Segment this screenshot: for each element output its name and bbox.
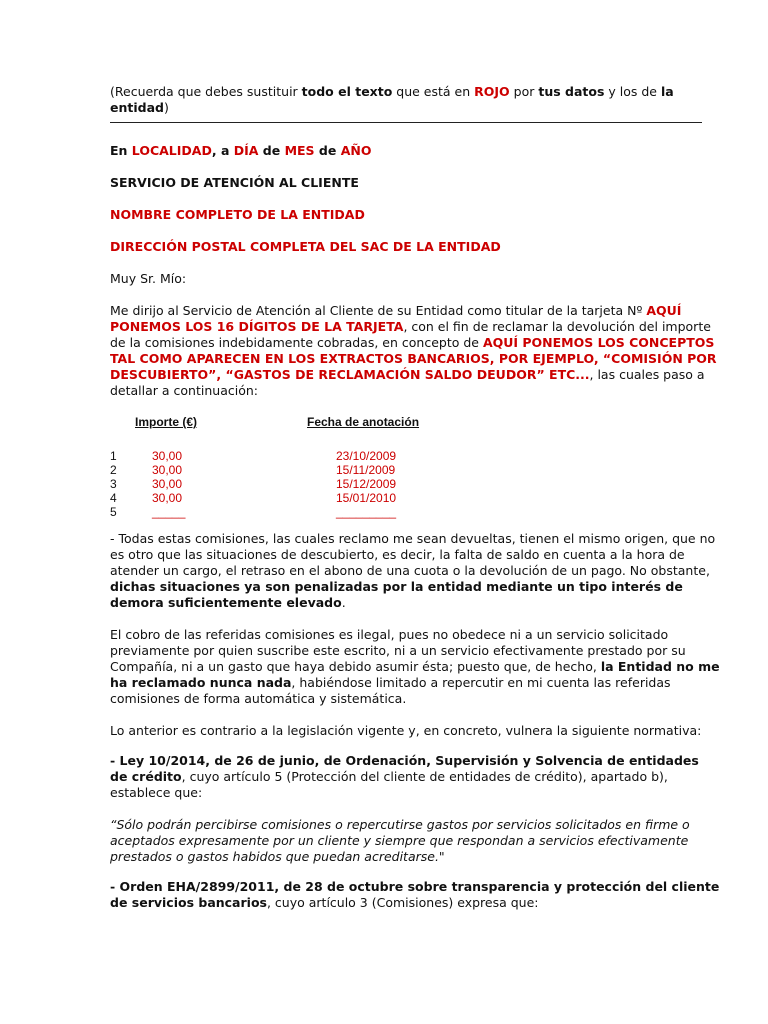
para-text: , cuyo artículo 5 (Protección del cliente de entidades de crédito), apartado b), establece que:	[110, 769, 668, 800]
intro-note	[110, 84, 720, 116]
row-importe: _____	[152, 505, 186, 519]
paragraph-illegal	[110, 627, 720, 707]
row-number: 1	[110, 449, 117, 463]
intro-bold-2: tus datos	[538, 84, 605, 99]
recipient-entity-name: NOMBRE COMPLETO DE LA ENTIDAD	[110, 207, 365, 222]
para-bold: dichas situaciones ya son penalizadas por la entidad mediante un tipo interés de demora suficientemente elevado	[110, 579, 683, 610]
concepts-placeholder: AQUÍ PONEMOS LOS CONCEPTOS TAL COMO APARECEN EN LOS EXTRACTOS BANCARIOS, POR EJEMPLO, “COMISIÓN POR DESCUBIERTO”, “GASTOS DE RECLAMACIÓN SALDO DEUDOR” ETC...	[110, 335, 717, 382]
row-importe: 30,00	[152, 491, 183, 505]
column-header-importe: Importe (€)	[135, 415, 198, 429]
row-importe: 30,00	[152, 477, 183, 491]
intro-bold-3: la entidad	[110, 84, 674, 115]
para-text: , las cuales paso a detallar a continuación:	[110, 367, 705, 398]
table-row	[110, 449, 720, 463]
row-number: 4	[110, 491, 117, 505]
row-fecha: 15/12/2009	[336, 477, 397, 491]
column-header-fecha: Fecha de anotación	[307, 415, 420, 429]
row-fecha: 15/11/2009	[336, 463, 396, 477]
commissions-table	[110, 415, 720, 519]
place-text: de	[258, 143, 285, 158]
table-header	[110, 415, 720, 433]
row-importe: 30,00	[152, 463, 183, 477]
paragraph-legislation: Lo anterior es contrario a la legislación vigente y, en concreto, vulnera la siguiente normativa:	[110, 723, 702, 738]
place-anio: AÑO	[340, 143, 372, 158]
recipient-service: SERVICIO DE ATENCIÓN AL CLIENTE	[110, 175, 359, 190]
law-title: - Ley 10/2014, de 26 de junio, de Ordenación, Supervisión y Solvencia de entidades de crédito	[110, 753, 699, 784]
intro-text: que está en	[392, 84, 475, 99]
intro-text: (Recuerda que debes sustituir	[110, 84, 302, 99]
row-fecha: 15/01/2010	[336, 491, 397, 505]
intro-red-word: ROJO	[474, 84, 510, 99]
para-text: - Todas estas comisiones, las cuales reclamo me sean devueltas, tienen el mismo origen, que no es otro que las situaciones de descubierto, es decir, la falta de saldo en cuenta a la hora de atender un cargo, el retraso en el abono de una cuota o la devolución de un pago. No obstante,	[110, 531, 716, 578]
place-text: de	[314, 143, 341, 158]
paragraph-ley	[110, 753, 720, 801]
row-number: 5	[110, 505, 117, 519]
table-row	[110, 477, 720, 491]
para-text: , habiéndose limitado a repercutir en mi cuenta las referidas comisiones de forma automática y sistemática.	[110, 675, 671, 706]
para-text: , con el fin de reclamar la devolución del importe de la comisiones indebidamente cobradas, en concepto de	[110, 319, 711, 350]
law-quote: “Sólo podrán percibirse comisiones o repercutirse gastos por servicios solicitados en firme o aceptados expresamente por un cliente y siempre que respondan a servicios efectivamente prestados o gastos habidos que puedan acreditarse."	[110, 817, 690, 864]
intro-text: por	[509, 84, 539, 99]
paragraph-claim	[110, 303, 720, 399]
intro-text: )	[163, 100, 169, 115]
row-number: 3	[110, 477, 117, 491]
separator-line	[110, 122, 702, 123]
place-mes: MES	[284, 143, 315, 158]
place-localidad: LOCALIDAD	[131, 143, 212, 158]
para-bold: la Entidad no me ha reclamado nunca nada	[110, 659, 720, 690]
intro-bold-1: todo el texto	[301, 84, 393, 99]
para-text: El cobro de las referidas comisiones es ilegal, pues no obedece ni a un servicio solicitado previamente por quien suscribe este escrito, ni a un servicio efectivamente prestado por su Compañía, ni a un gasto que haya debido asumir ésta; puesto que, de hecho,	[110, 627, 686, 674]
paragraph-origin	[110, 531, 720, 611]
recipient-entity-address: DIRECCIÓN POSTAL COMPLETA DEL SAC DE LA ENTIDAD	[110, 239, 501, 254]
table-row	[110, 463, 720, 477]
table-row	[110, 505, 720, 519]
greeting: Muy Sr. Mío:	[110, 271, 187, 286]
row-fecha: _________	[336, 505, 397, 519]
row-number: 2	[110, 463, 117, 477]
order-title: - Orden EHA/2899/2011, de 28 de octubre sobre transparencia y protección del cliente de servicios bancarios	[110, 879, 720, 910]
place-dia: DÍA	[233, 143, 259, 158]
place-text: En	[110, 143, 132, 158]
para-text: .	[341, 595, 346, 610]
paragraph-orden	[110, 879, 720, 911]
para-text: Me dirijo al Servicio de Atención al Cliente de su Entidad como titular de la tarjeta Nº	[110, 303, 647, 318]
table-body	[110, 449, 720, 519]
letter-document	[110, 84, 720, 911]
place-text: , a	[211, 143, 234, 158]
table-row	[110, 491, 720, 505]
card-number-placeholder: AQUÍ PONEMOS LOS 16 DÍGITOS DE LA TARJETA	[110, 303, 682, 334]
intro-text: y los de	[604, 84, 661, 99]
row-fecha: 23/10/2009	[336, 449, 397, 463]
para-text: , cuyo artículo 3 (Comisiones) expresa que:	[266, 895, 539, 910]
place-date-line	[110, 143, 720, 159]
row-importe: 30,00	[152, 449, 183, 463]
